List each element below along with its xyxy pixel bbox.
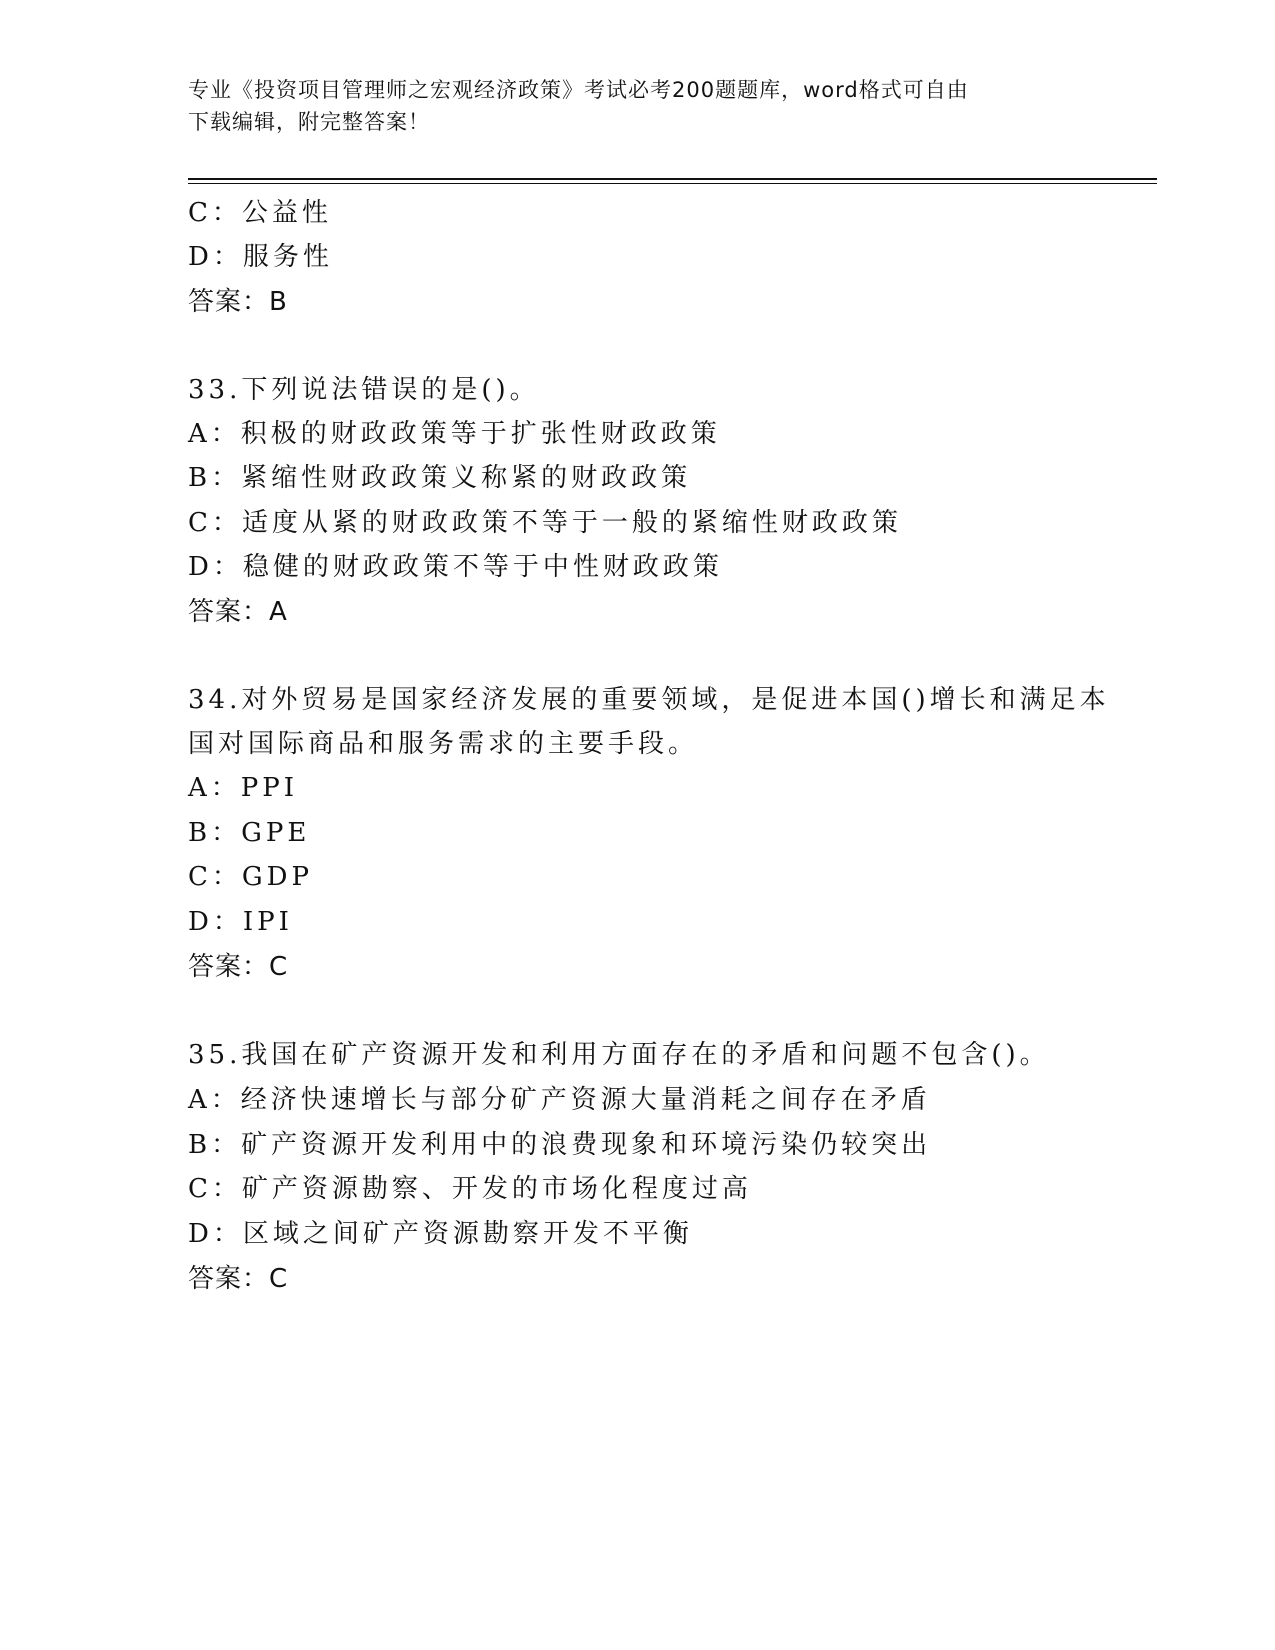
prev-option-c: C：公益性 — [188, 198, 332, 228]
q33-option-d: D：稳健的财政政策不等于中性财政政策 — [188, 552, 723, 582]
q34-option-d: D：IPI — [188, 907, 293, 937]
q35-option-d: D：区域之间矿产资源勘察开发不平衡 — [188, 1219, 693, 1249]
q34-option-a: A：PPI — [188, 773, 299, 803]
q35-stem: 35.我国在矿产资源开发和利用方面存在的矛盾和问题不包含()。 — [188, 1040, 1050, 1070]
q34-option-c: C：GDP — [188, 862, 314, 892]
q35-option-b: B：矿产资源开发利用中的浪费现象和环境污染仍较突出 — [188, 1130, 932, 1160]
q34-stem-line2: 国对国际商品和服务需求的主要手段。 — [188, 729, 699, 759]
header-divider-thick — [188, 178, 1157, 180]
header-divider-thin — [188, 183, 1157, 184]
header-title-line2: 下载编辑，附完整答案！ — [188, 110, 430, 134]
document-header — [188, 74, 1068, 138]
q34-answer: 答案：C — [188, 952, 289, 982]
q33-answer: 答案：A — [188, 597, 288, 627]
q35-option-c: C：矿产资源勘察、开发的市场化程度过高 — [188, 1174, 752, 1204]
q33-option-c: C：适度从紧的财政政策不等于一般的紧缩性财政政策 — [188, 508, 902, 538]
header-title-line1: 专业《投资项目管理师之宏观经济政策》考试必考200题题库，word格式可自由 — [188, 78, 969, 102]
q34-option-b: B：GPE — [188, 818, 311, 848]
q33-option-b: B：紧缩性财政政策义称紧的财政政策 — [188, 463, 692, 493]
prev-option-d: D：服务性 — [188, 242, 333, 272]
q35-answer: 答案：C — [188, 1264, 289, 1294]
q33-stem: 33.下列说法错误的是()。 — [188, 375, 540, 405]
q34-stem-line1: 34.对外贸易是国家经济发展的重要领域，是促进本国()增长和满足本 — [188, 685, 1110, 715]
prev-answer: 答案：B — [188, 287, 288, 317]
q35-option-a: A：经济快速增长与部分矿产资源大量消耗之间存在矛盾 — [188, 1085, 931, 1115]
q33-option-a: A：积极的财政政策等于扩张性财政政策 — [188, 419, 721, 449]
